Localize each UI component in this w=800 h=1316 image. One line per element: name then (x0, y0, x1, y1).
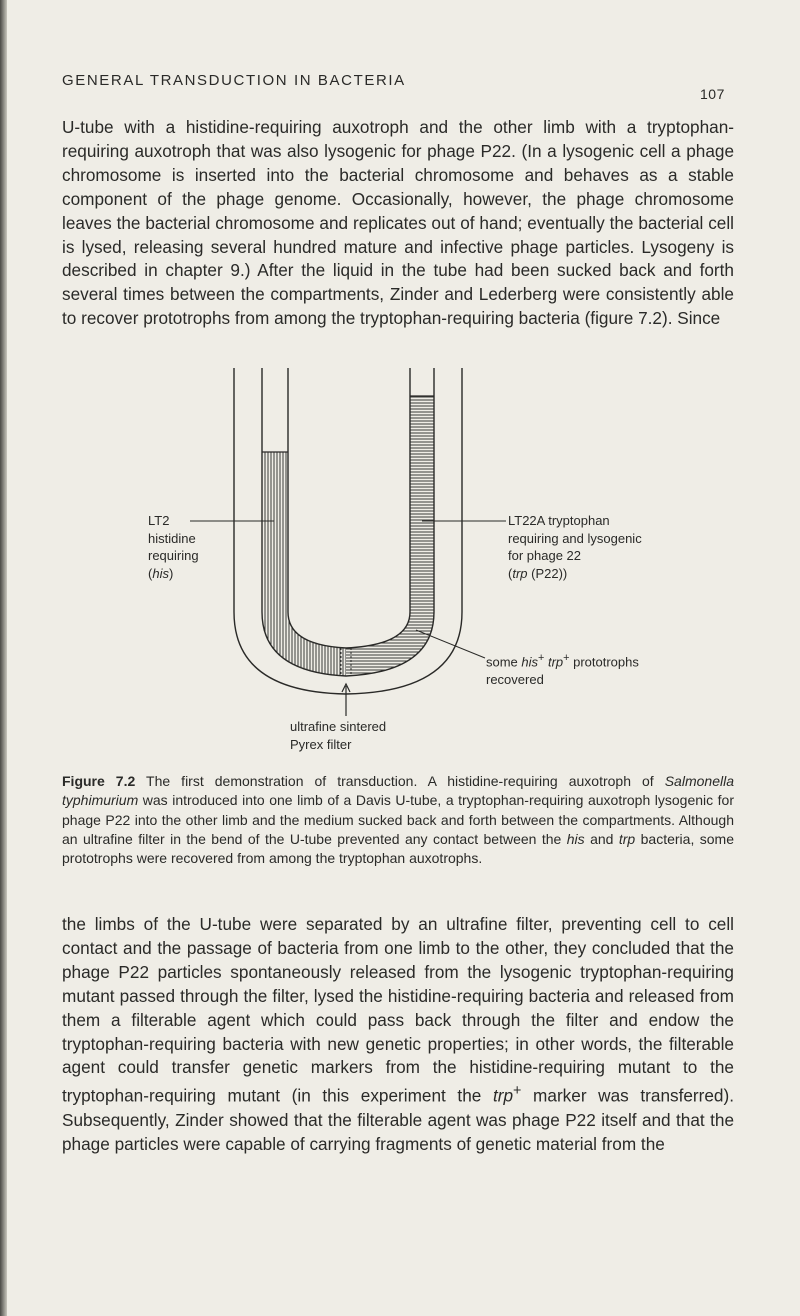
liquid-left-his (262, 452, 346, 676)
body-paragraph-top: U-tube with a histidine-requiring auxotroph and the other limb with a tryptophan-requiring auxotroph that was also lysogenic for phage P22. (In a lysogenic cell a phage chromosome is inserted into the bacterial chromosome and behaves as a stable component of the phage genome. Occasionally, however, the phage chromosome leaves the bacterial chromosome and replicates out of hand; eventually the bacterial cell is lysed, releasing several hundred mature and infective phage particles. Lysogeny is described in chapter 9.) After the liquid in the tube had been sucked back and forth several times between the compartments, Zinder and Lederberg were consistently able to recover prototrophs from among the tryptophan-requiring bacteria (figure 7.2). Since (62, 117, 734, 329)
running-head: GENERAL TRANSDUCTION IN BACTERIA (62, 72, 406, 89)
label-lt2: LT2 histidine requiring (his) (148, 513, 199, 581)
label-lt22a: LT22A tryptophan requiring and lysogenic for phage 22 (trp (P22)) (508, 513, 642, 581)
label-recovered: some his+ trp+ prototrophs recovered (486, 652, 639, 687)
liquid-right-trp (346, 396, 434, 676)
page-number: 107 (700, 86, 725, 102)
figure-caption: Figure 7.2 The first demonstration of transduction. A histidine-requiring auxotroph of Salmonella typhimurium was introduced into one limb of a Davis U-tube, a tryptophan-requiring auxotroph lysogenic for phage P22 into the other limb and the medium sucked back and forth between the compartments. Although an ultrafine filter in the bend of the U-tube prevented any contact between the his and trp bacteria, some prototrophs were recovered from among the tryptophan auxotrophs. (62, 773, 734, 867)
filter-arrow (342, 684, 350, 716)
body-paragraph-bottom: the limbs of the U-tube were separated by an ultrafine filter, preventing cell to cell contact and the passage of bacteria from one limb to the other, they concluded that the phage P22 particles spontaneously released from the lysogenic tryptophan-requiring mutant passed through the filter, lysed the histidine-requiring bacteria and released from them a filterable agent which could pass back through the filter and endow the tryptophan-requiring bacteria with new genetic properties; in other words, the filterable agent could transfer genetic markers from the histidine-requiring mutant to the tryptophan-requiring mutant (in this experiment the trp+ marker was transferred). Subsequently, Zinder showed that the filterable agent was phage P22 itself and that the phage particles were capable of carrying fragments of genetic material from the (62, 914, 734, 1154)
label-filter: ultrafine sintered Pyrex filter (290, 719, 387, 752)
